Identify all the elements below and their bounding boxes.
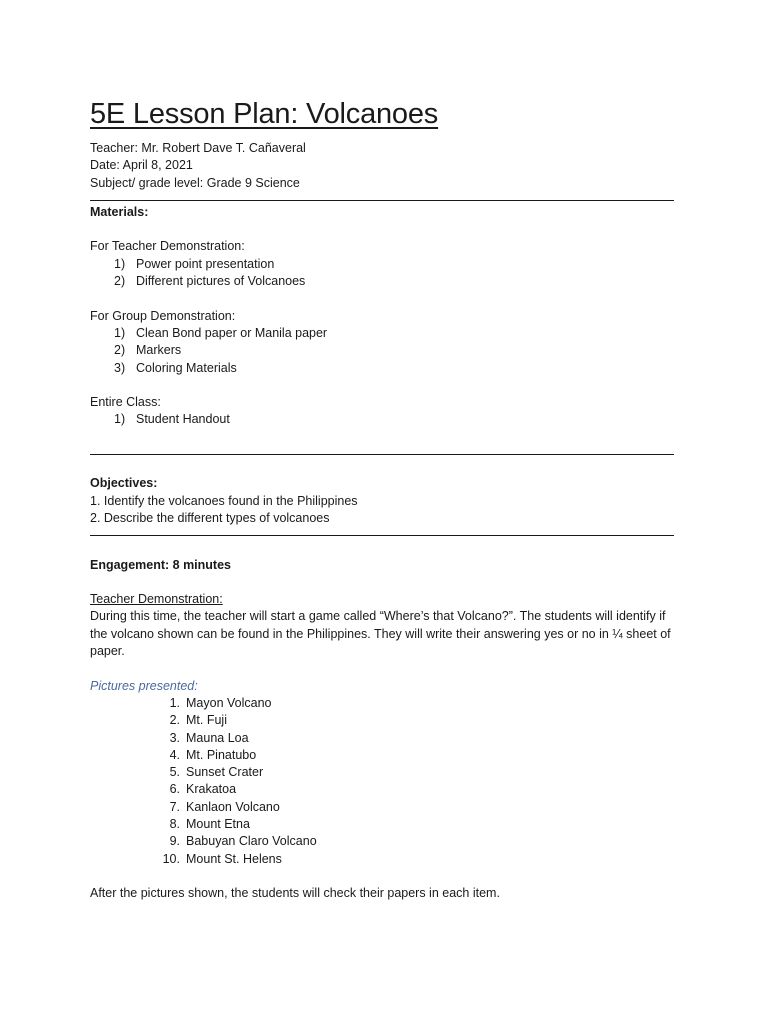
objectives-heading: Objectives: (90, 476, 158, 491)
list-item: 2) Markers (114, 343, 182, 358)
date-line: Date: April 8, 2021 (90, 158, 193, 173)
list-item: 3. Mauna Loa (169, 730, 249, 745)
subject-line: Subject/ grade level: Grade 9 Science (90, 175, 300, 190)
closing-line: After the pictures shown, the students will check their papers in each item. (90, 886, 500, 901)
divider (90, 446, 674, 455)
entire-class-list (90, 411, 674, 428)
pictures-list (90, 695, 674, 868)
teacher-demo-heading: For Teacher Demonstration: (90, 239, 245, 254)
list-item: 1. Mayon Volcano (169, 695, 272, 710)
pictures-label: Pictures presented: (90, 678, 198, 693)
list-item: 7. Kanlaon Volcano (169, 799, 280, 814)
list-item: 1) Power point presentation (114, 256, 275, 271)
list-item: 5. Sunset Crater (169, 765, 264, 780)
list-item: 9. Babuyan Claro Volcano (169, 834, 317, 849)
objective-item: 2. Describe the different types of volcanoes (90, 510, 330, 525)
list-item: 4. Mt. Pinatubo (169, 747, 257, 762)
engagement-paragraph: During this time, the teacher will start a game called “Where’s that Volcano?”. The students will identify if the volcano shown can be found in the Philippines. They will write their answering yes or no in ¼ sheet of paper. (90, 609, 671, 659)
list-item: 2. Mt. Fuji (169, 713, 227, 728)
list-item: 10. Mount St. Helens (162, 851, 282, 866)
materials-heading: Materials: (90, 204, 149, 219)
group-demo-heading: For Group Demonstration: (90, 308, 236, 323)
engagement-heading: Engagement: 8 minutes (90, 557, 231, 572)
teacher-demo-subheading: Teacher Demonstration: (90, 592, 223, 607)
list-item: 1) Clean Bond paper or Manila paper (114, 325, 328, 340)
list-item: 2) Different pictures of Volcanoes (114, 274, 306, 289)
list-item: 1) Student Handout (114, 412, 230, 427)
entire-class-heading: Entire Class: (90, 395, 161, 410)
divider (90, 527, 674, 536)
list-item: 6. Krakatoa (169, 782, 237, 797)
list-item: 3) Coloring Materials (114, 360, 237, 375)
lesson-plan-page (90, 96, 674, 902)
list-item: 8. Mount Etna (169, 816, 250, 831)
teacher-demo-list (90, 256, 674, 291)
objective-item: 1. Identify the volcanoes found in the Philippines (90, 493, 358, 508)
group-demo-list (90, 325, 674, 377)
document-title: 5E Lesson Plan: Volcanoes (90, 98, 439, 130)
teacher-line: Teacher: Mr. Robert Dave T. Cañaveral (90, 141, 306, 155)
divider (90, 192, 674, 201)
